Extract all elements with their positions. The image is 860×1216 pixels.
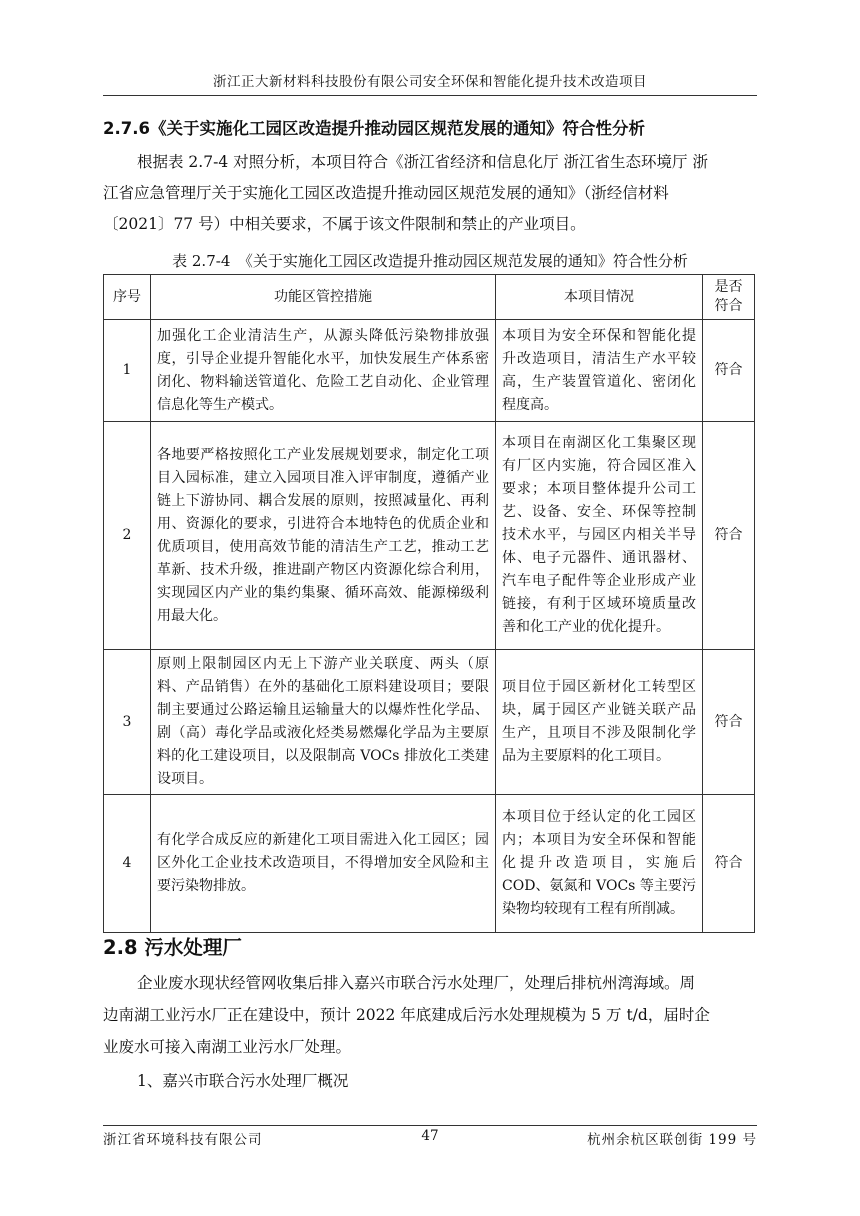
header-no: 序号 [104,275,151,320]
row-situation: 本项目为安全环保和智能化提升改造项目，清洁生产水平较高，生产装置管道化、密闭化程度高。 [496,320,703,422]
table-row [104,650,755,795]
row-measure: 原则上限制园区内无上下游产业关联度、两头（原料、产品销售）在外的基础化工原料建设项目；要限制主要通过公路运输且运输量大的以爆炸性化学品、剧（高）毒化学品或液化烃类易燃爆化学品为主要原料的化工建设项目，以及限制高 VOCs 排放化工类建设项目。 [151,650,496,795]
row-result: 符合 [703,650,755,795]
table-row [104,422,755,650]
row-situation: 项目位于园区新材化工转型区块，属于园区产业链关联产品生产，且项目不涉及限制化学品为主要原料的化工项目。 [496,650,703,795]
page-number: 47 [421,1128,439,1144]
row-measure: 各地要严格按照化工产业发展规划要求，制定化工项目入园标准，建立入园项目准入评审制度，遵循产业链上下游协同、耦合发展的原则，按照减量化、再利用、资源化的要求，引进符合本地特色的优质企业和优质项目，使用高效节能的清洁生产工艺，推动工艺革新、技术升级，推进副产物区内资源化综合利用，实现园区内产业的集约集聚、循环高效、能源梯级利用最大化。 [151,422,496,650]
row-no: 1 [104,320,151,422]
footer-address: 杭州余杭区联创街 199 号 [587,1132,757,1148]
section-heading-2-7-6: 2.7.6《关于实施化工园区改造提升推动园区规范发展的通知》符合性分析 [103,119,645,138]
row-no: 2 [104,422,151,650]
row-result: 符合 [703,422,755,650]
section-2-7-6-para-line-2: 江省应急管理厅关于实施化工园区改造提升推动园区规范发展的通知》（浙经信材料 [103,184,669,202]
compliance-table [103,274,755,933]
table-header-row [104,275,755,320]
row-result: 符合 [703,320,755,422]
row-measure: 有化学合成反应的新建化工项目需进入化工园区；园区外化工企业技术改造项目，不得增加安全风险和主要污染物排放。 [151,795,496,933]
section-2-8-para-line-3: 业废水可接入南湖工业污水厂处理。 [103,1038,352,1056]
row-no: 4 [104,795,151,933]
table-row [104,795,755,933]
header-situation: 本项目情况 [496,275,703,320]
list-item-1: 1、嘉兴市联合污水处理厂概况 [137,1072,349,1090]
section-heading-2-8: 2.8 污水处理厂 [103,936,242,959]
row-result: 符合 [703,795,755,933]
header-measure: 功能区管控措施 [151,275,496,320]
footer-divider [103,1125,757,1126]
table-row [104,320,755,422]
footer-company: 浙江省环境科技有限公司 [103,1132,263,1148]
row-measure: 加强化工企业清洁生产，从源头降低污染物排放强度，引导企业提升智能化水平，加快发展生产体系密闭化、物料输送管道化、危险工艺自动化、企业管理信息化等生产模式。 [151,320,496,422]
running-header: 浙江正大新材料科技股份有限公司安全环保和智能化提升技术改造项目 [213,74,647,90]
row-situation: 本项目在南湖区化工集聚区现有厂区内实施，符合园区准入要求；本项目整体提升公司工艺、设备、安全、环保等控制技术水平，与园区内相关半导体、电子元器件、通讯器材、汽车电子配件等企业形成产业链接，有利于区域环境质量改善和化工产业的优化提升。 [496,422,703,650]
header-result: 是否符合 [703,275,755,320]
row-no: 3 [104,650,151,795]
row-situation: 本项目位于经认定的化工园区内；本项目为安全环保和智能化提升改造项目，实施后 COD、氨氮和 VOCs 等主要污染物均较现有工程有所削减。 [496,795,703,933]
table-caption: 表 2.7-4 《关于实施化工园区改造提升推动园区规范发展的通知》符合性分析 [172,252,688,270]
section-2-7-6-para-line-3: 〔2021〕77 号）中相关要求，不属于该文件限制和禁止的产业项目。 [103,215,586,233]
section-2-8-para-line-1: 企业废水现状经管网收集后排入嘉兴市联合污水处理厂，处理后排杭州湾海域。周 [137,974,696,992]
header-divider [103,95,757,96]
section-2-7-6-para-line-1: 根据表 2.7-4 对照分析，本项目符合《浙江省经济和信息化厅 浙江省生态环境厅 浙 [137,153,708,171]
section-2-8-para-line-2: 边南湖工业污水厂正在建设中，预计 2022 年底建成后污水处理规模为 5 万 t/d，届时企 [103,1006,710,1024]
